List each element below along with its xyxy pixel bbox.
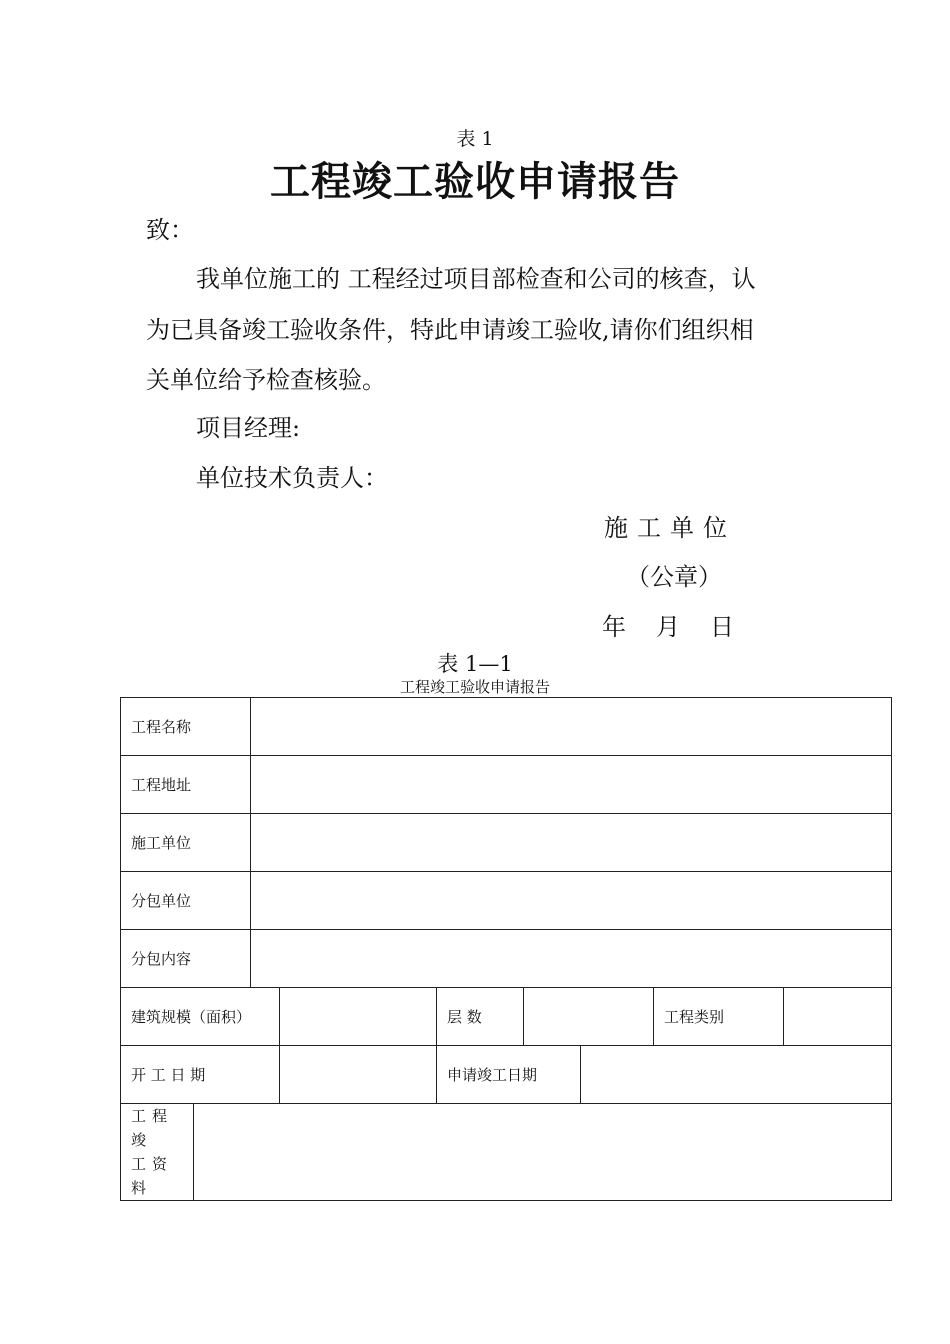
subcontractor-field[interactable] — [251, 872, 892, 930]
project-manager-label: 项目经理: — [196, 414, 301, 442]
floors-label: 层 数 — [437, 988, 524, 1046]
page-title: 工程竣工验收申请报告 — [270, 159, 680, 205]
table-row — [121, 1046, 892, 1104]
table-row — [121, 988, 892, 1046]
table-row — [121, 698, 892, 756]
project-category-field[interactable] — [784, 988, 892, 1046]
tech-lead-label: 单位技术负责人： — [196, 464, 388, 492]
date-year-label: 年 — [602, 613, 626, 641]
table-row — [121, 814, 892, 872]
project-name-field[interactable] — [251, 698, 892, 756]
date-line — [602, 607, 734, 642]
table-row — [121, 872, 892, 930]
floors-field[interactable] — [524, 988, 654, 1046]
application-form-table — [120, 697, 892, 1201]
table-row — [121, 1104, 892, 1201]
building-scale-label: 建筑规模（面积） — [121, 988, 280, 1046]
completion-docs-label-line-1: 工程竣 — [131, 1107, 174, 1149]
start-date-label: 开 工 日 期 — [121, 1046, 280, 1104]
completion-apply-date-label: 申请竣工日期 — [437, 1046, 581, 1104]
subcontract-content-label: 分包内容 — [121, 930, 251, 988]
table-row — [121, 756, 892, 814]
project-address-label: 工程地址 — [121, 756, 251, 814]
official-seal-label: （公章） — [626, 563, 722, 591]
project-address-field[interactable] — [251, 756, 892, 814]
completion-apply-date-field[interactable] — [581, 1046, 892, 1104]
construction-unit-signature: 施工单位 — [604, 514, 736, 542]
date-day-label: 日 — [710, 613, 734, 641]
request-paragraph-line-3: 关单位给予检查核验。 — [146, 366, 386, 394]
completion-docs-label-line-2: 工资料 — [131, 1155, 174, 1197]
start-date-field[interactable] — [280, 1046, 437, 1104]
request-paragraph-line-1: 我单位施工的 工程经过项目部检查和公司的核查，认 — [196, 265, 756, 293]
request-paragraph-line-2: 为已具备竣工验收条件，特此申请竣工验收,请你们组织相 — [146, 316, 754, 344]
table-row — [121, 930, 892, 988]
completion-docs-field[interactable] — [194, 1104, 892, 1201]
completion-docs-label — [121, 1104, 194, 1201]
project-category-label: 工程类别 — [654, 988, 784, 1046]
subcontractor-label: 分包单位 — [121, 872, 251, 930]
table-label: 表 1 — [456, 128, 494, 150]
building-scale-field[interactable] — [280, 988, 437, 1046]
date-month-label: 月 — [656, 613, 680, 641]
project-name-label: 工程名称 — [121, 698, 251, 756]
addressee-line: 致： — [146, 216, 194, 244]
form-table-label: 表 1—1 — [437, 652, 513, 676]
form-title: 工程竣工验收申请报告 — [399, 678, 550, 696]
construction-unit-label: 施工单位 — [121, 814, 251, 872]
subcontract-content-field[interactable] — [251, 930, 892, 988]
construction-unit-field[interactable] — [251, 814, 892, 872]
